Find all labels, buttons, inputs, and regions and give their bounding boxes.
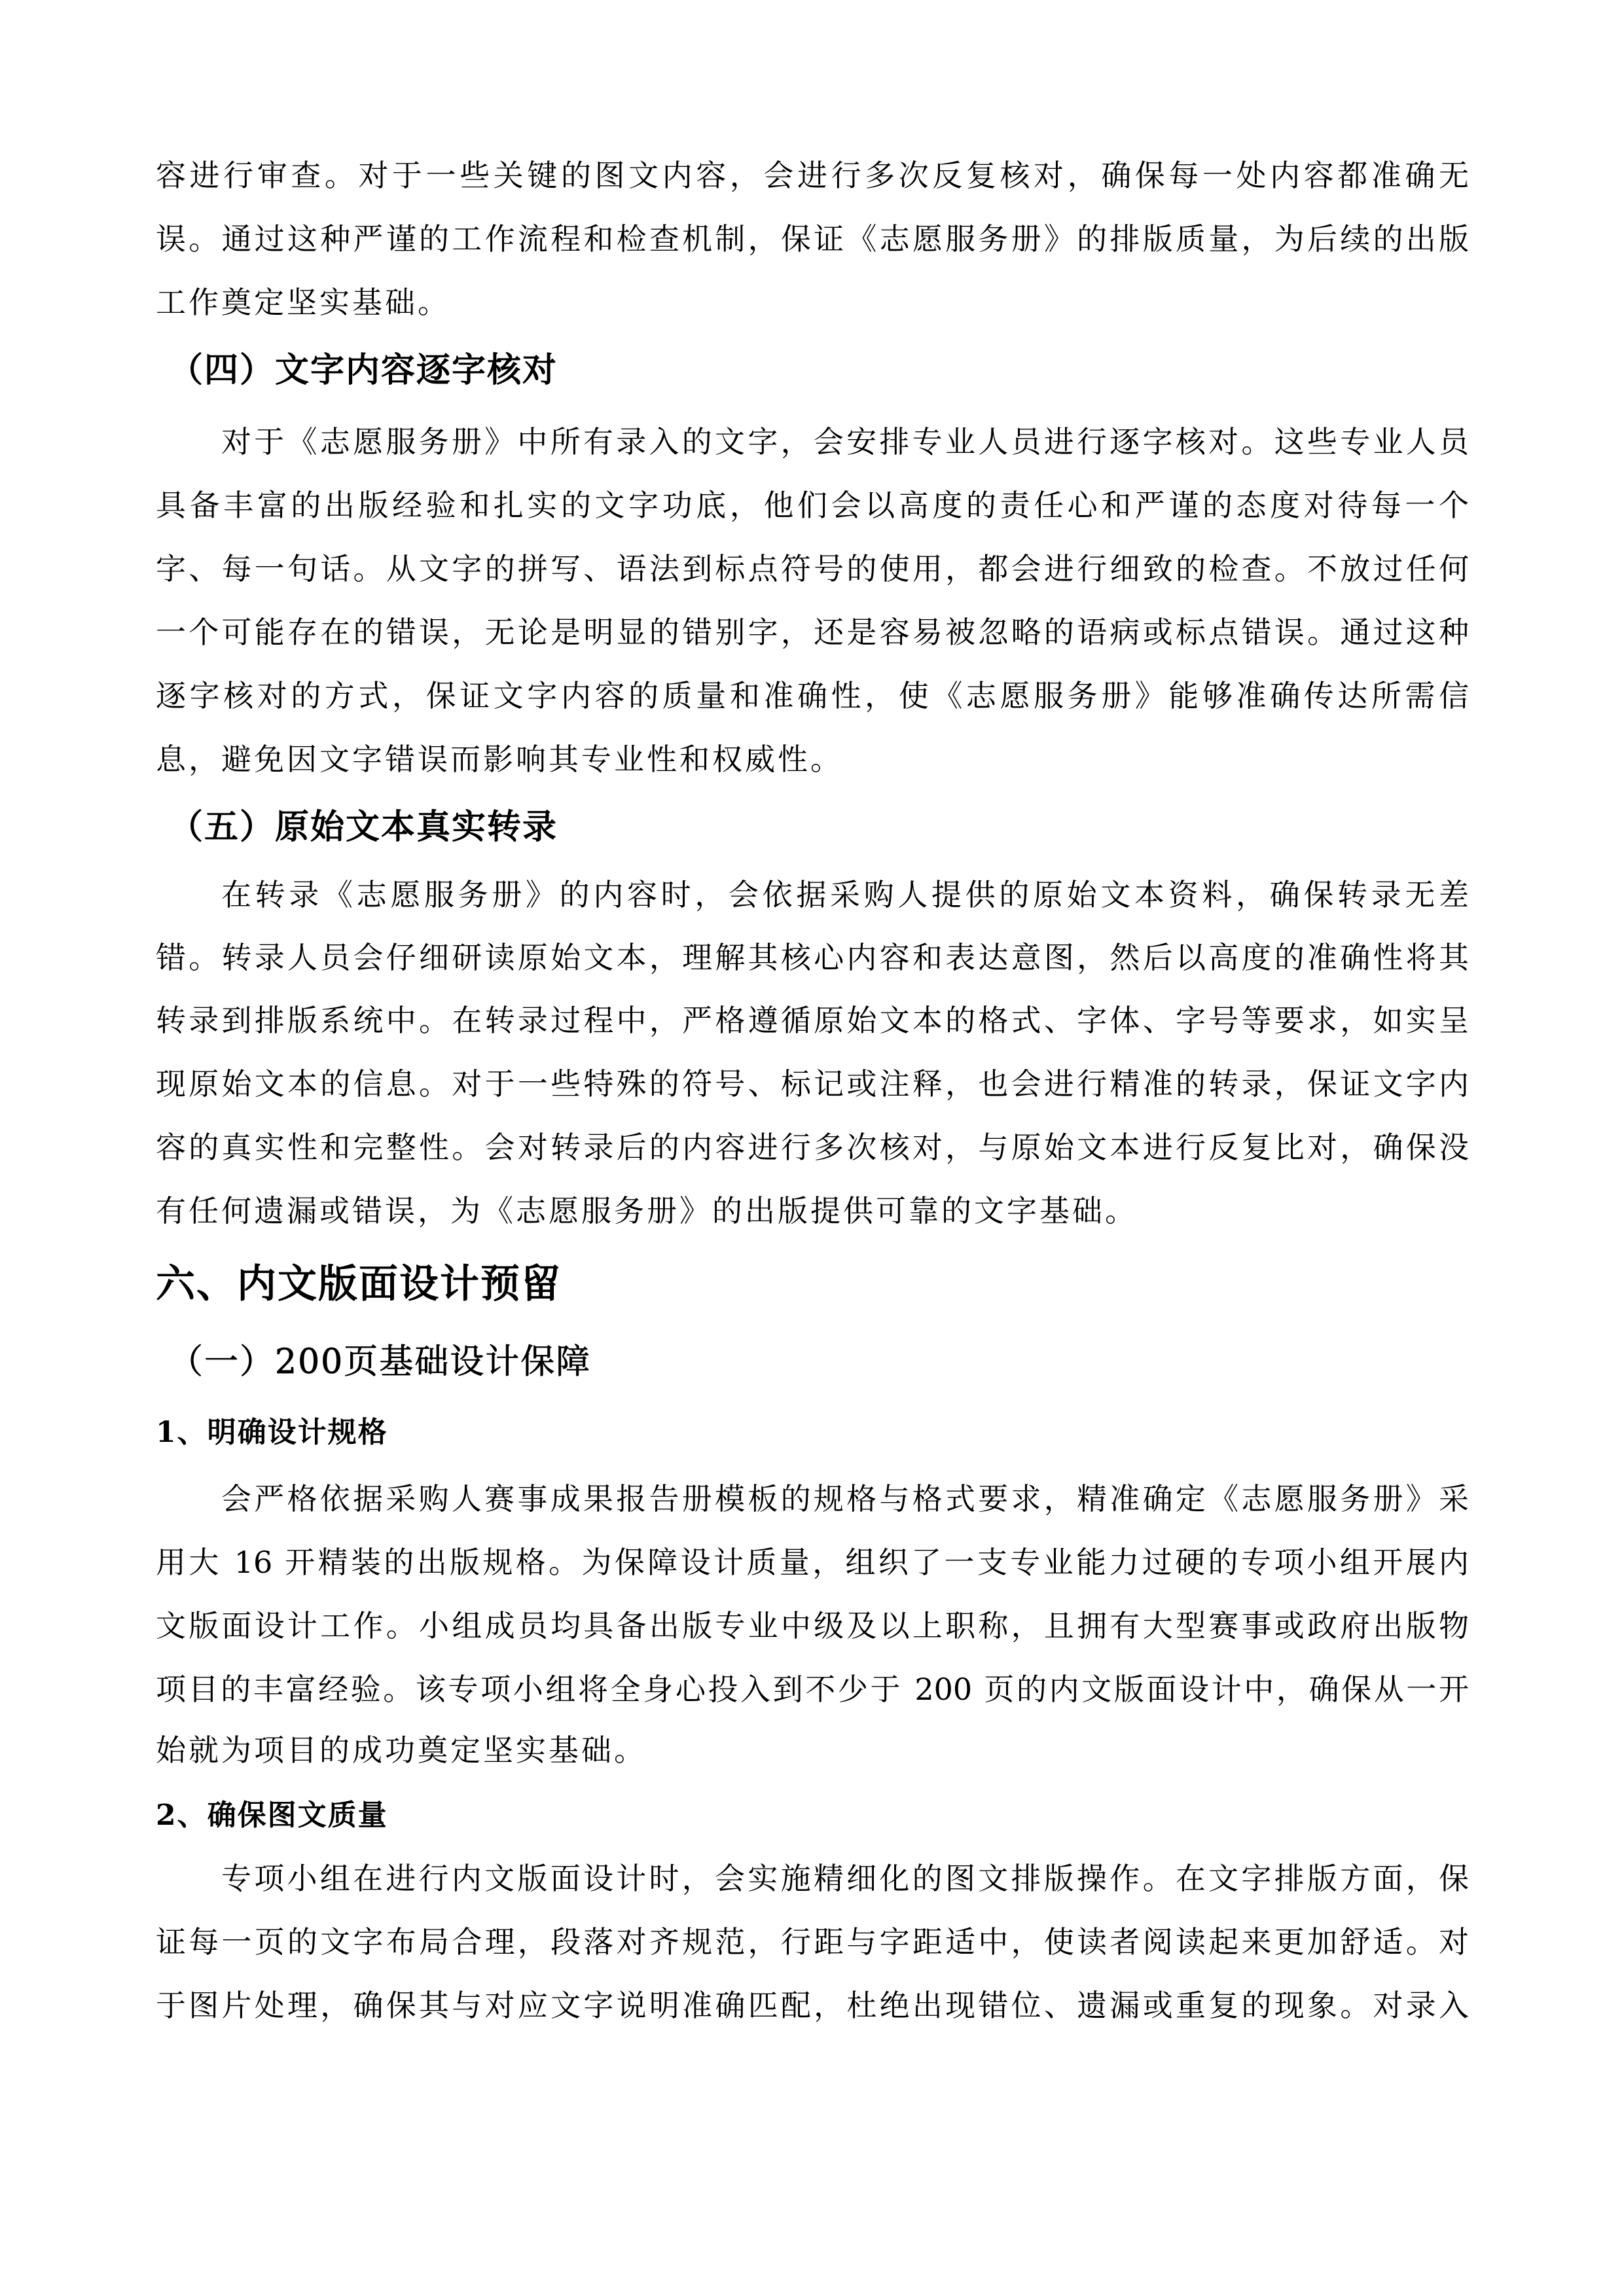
body-text-line: 用大 16 开精装的出版规格。为保障设计质量，组织了一支专业能力过硬的专项小组开展内 [156,1545,1469,1580]
section-heading-5: （五）原始文本真实转录 [169,807,558,847]
body-text-line: 转录到排版系统中。在转录过程中，严格遵循原始文本的格式、字体、字号等要求，如实呈 [156,1003,1469,1038]
chapter-heading-6: 六、内文版面设计预留 [156,1261,562,1307]
body-text-line: 于图片处理，确保其与对应文字说明准确匹配，杜绝出现错位、遗漏或重复的现象。对录入 [156,1988,1469,2023]
section-heading-1: （一）200页基础设计保障 [169,1342,592,1382]
body-text-line: 有任何遗漏或错误，为《志愿服务册》的出版提供可靠的文字基础。 [156,1193,1138,1229]
subsection-heading-2: 2、确保图文质量 [156,1799,388,1832]
body-text-line: 字、每一句话。从文字的拼写、语法到标点符号的使用，都会进行细致的检查。不放过任何 [156,551,1469,586]
section-heading-4: （四）文字内容逐字核对 [169,350,558,390]
body-text-line: 逐字核对的方式，保证文字内容的质量和准确性，使《志愿服务册》能够准确传达所需信 [156,678,1469,713]
body-text-line: 一个可能存在的错误，无论是明显的错别字，还是容易被忽略的语病或标点错误。通过这种 [156,615,1469,650]
body-text-line: 在转录《志愿服务册》的内容时，会依据采购人提供的原始文本资料，确保转录无差 [221,877,1469,912]
body-text-line: 现原始文本的信息。对于一些特殊的符号、标记或注释，也会进行精准的转录，保证文字内 [156,1066,1469,1102]
body-text-line: 专项小组在进行内文版面设计时，会实施精细化的图文排版操作。在文字排版方面，保 [221,1861,1469,1896]
body-text-line: 容进行审查。对于一些关键的图文内容，会进行多次反复核对，确保每一处内容都准确无 [156,158,1469,193]
body-text-line: 项目的丰富经验。该专项小组将全身心投入到不少于 200 页的内文版面设计中，确保从一开 [156,1672,1469,1707]
body-text-line: 息，避免因文字错误而影响其专业性和权威性。 [156,742,843,777]
subsection-heading-1: 1、明确设计规格 [156,1416,388,1449]
body-text-line: 工作奠定坚实基础。 [156,285,450,320]
body-text-line: 对于《志愿服务册》中所有录入的文字，会安排专业人员进行逐字核对。这些专业人员 [221,424,1469,459]
body-text-line: 证每一页的文字布局合理，段落对齐规范，行距与字距适中，使读者阅读起来更加舒适。对 [156,1924,1469,1960]
body-text-line: 文版面设计工作。小组成员均具备出版专业中级及以上职称，且拥有大型赛事或政府出版物 [156,1608,1469,1643]
body-text-line: 错。转录人员会仔细研读原始文本，理解其核心内容和表达意图，然后以高度的准确性将其 [156,940,1469,975]
body-text-line: 具备丰富的出版经验和扎实的文字功底，他们会以高度的责任心和严谨的态度对待每一个 [156,488,1469,523]
body-text-line: 会严格依据采购人赛事成果报告册模板的规格与格式要求，精准确定《志愿服务册》采 [221,1481,1469,1516]
body-text-line: 始就为项目的成功奠定坚实基础。 [156,1732,647,1768]
body-text-line: 误。通过这种严谨的工作流程和检查机制，保证《志愿服务册》的排版质量，为后续的出版 [156,221,1469,257]
body-text-line: 容的真实性和完整性。会对转录后的内容进行多次核对，与原始文本进行反复比对，确保没 [156,1130,1469,1165]
